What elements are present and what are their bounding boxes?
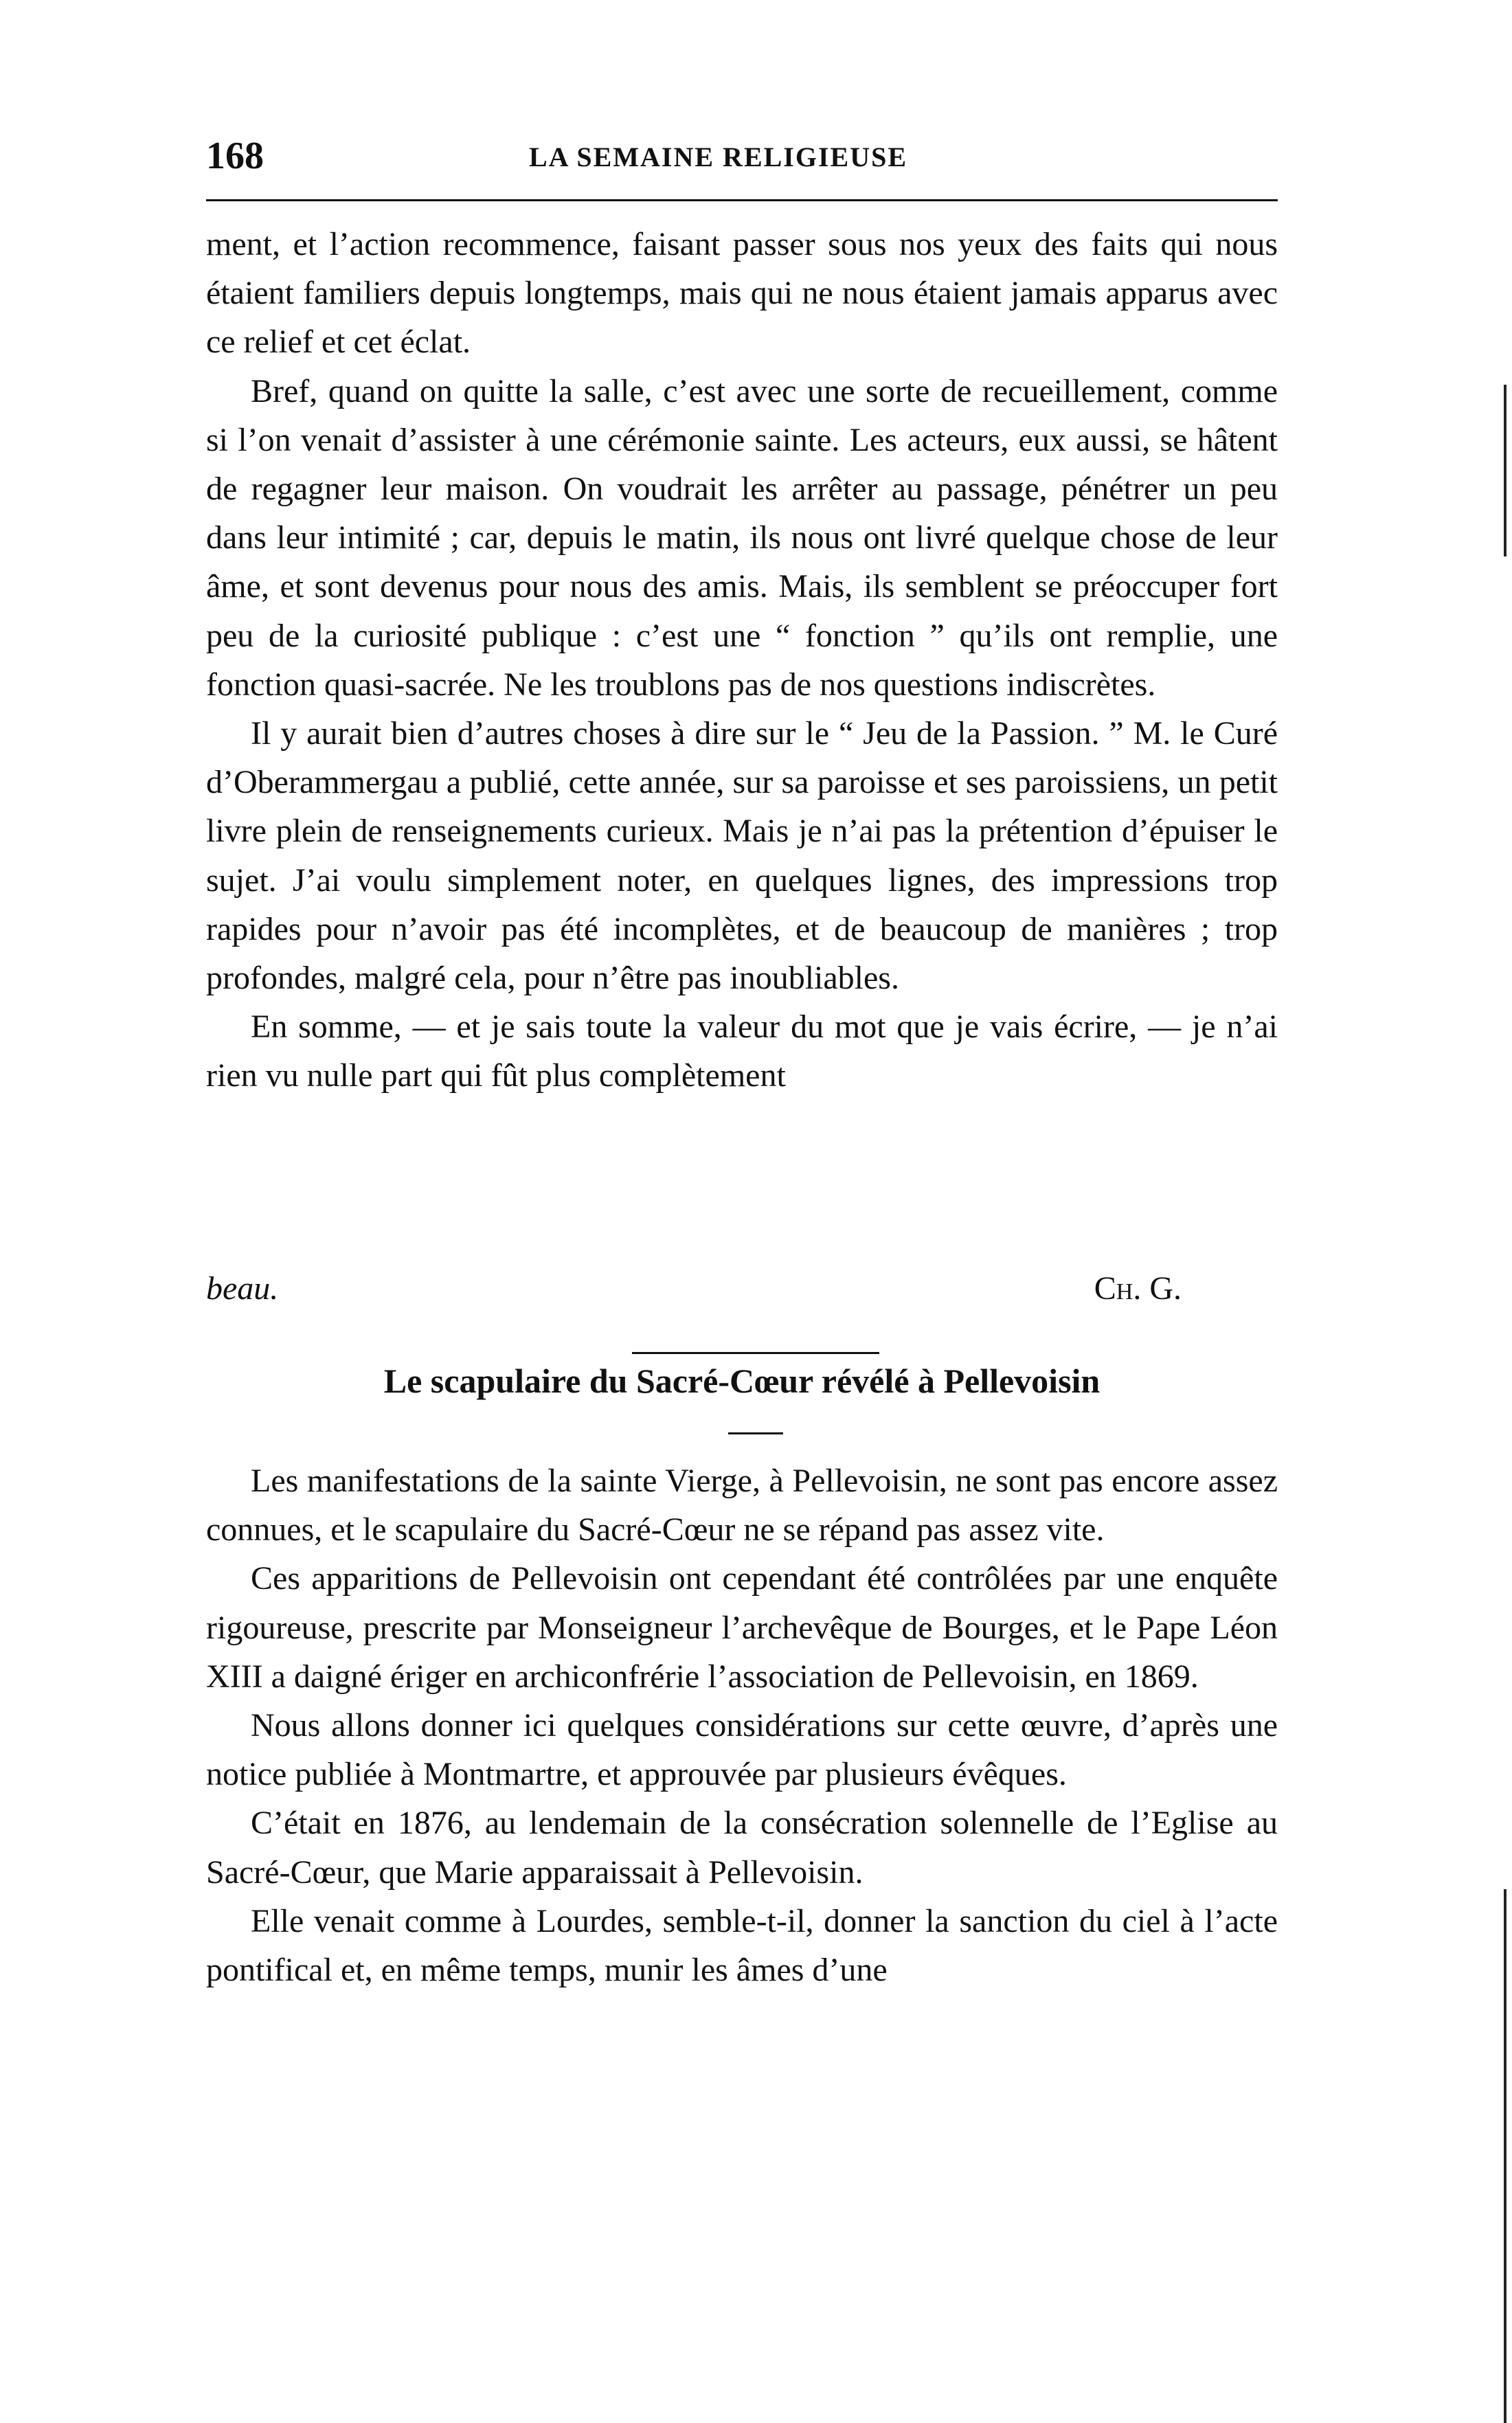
- scan-margin-line: [1504, 385, 1507, 556]
- article-end-text: [206, 220, 1278, 1101]
- section-text: [206, 1456, 1278, 1994]
- paragraph: ment, et l’action recommence, faisant passer sous nos yeux des faits qui nous étaient familiers depuis longtemps, mais qui ne nous étaient jamais apparus avec ce relief et cet éclat.: [206, 226, 1278, 361]
- paragraph: Nous allons donner ici quelques considérations sur cette œuvre, d’après une notice publiée à Montmartre, et approuvée par plusieurs évêques.: [206, 1707, 1278, 1793]
- paragraph: C’était en 1876, au lendemain de la consécration solennelle de l’Eglise au Sacré-Cœur, que Marie apparaissait à Pellevoisin.: [206, 1805, 1278, 1891]
- paragraph: Il y aurait bien d’autres choses à dire sur le “ Jeu de la Passion. ” M. le Curé d’Oberammergau a publié, cette année, sur sa paroisse et ses paroissiens, un petit livre plein de renseignements curieux. Mais je n’ai pas la prétention d’épuiser le sujet. J’ai voulu simplement noter, en quelques lignes, des impressions trop rapides pour n’avoir pas été incomplètes, et de beaucoup de manières ; trop profondes, malgré cela, pour n’être pas inoubliables.: [206, 715, 1278, 997]
- header-rule: [206, 199, 1278, 201]
- page-header: [206, 134, 1278, 182]
- paragraph: Elle venait comme à Lourdes, semble-t-il, donner la sanction du ciel à l’acte pontifical et, en même temps, munir les âmes d’une: [206, 1902, 1278, 1989]
- scan-margin-line: [1504, 1889, 1507, 2423]
- section-divider: [632, 1352, 879, 1354]
- paragraph: Bref, quand on quitte la salle, c’est avec une sorte de recueillement, comme si l’on venait d’assister à une cérémonie sainte. Les acteurs, eux aussi, se hâtent de regagner leur maison. On voudrait les arrêter au passage, pénétrer un peu dans leur intimité ; car, depuis le matin, ils nous ont livré quelque chose de leur âme, et sont devenus pour nous des amis. Mais, ils semblent se préoccuper fort peu de la curiosité publique : c’est une “ fonction ” qu’ils ont remplie, une fonction quasi-sacrée. Ne les troublons pas de nos questions indiscrètes.: [206, 372, 1278, 703]
- section-title: Le scapulaire du Sacré-Cœur révélé à Pellevoisin: [383, 1362, 1101, 1400]
- paragraph: En somme, — et je sais toute la valeur du mot que je vais écrire, — je n’ai rien vu nulle part qui fût plus complètement: [206, 1008, 1278, 1094]
- title-dash: [728, 1432, 783, 1434]
- running-title: LA SEMAINE RELIGIEUSE: [529, 142, 908, 172]
- article-signature: [206, 1264, 1182, 1314]
- paragraph: Ces apparitions de Pellevoisin ont cependant été contrôlées par une enquête rigoureuse, prescrite par Monseigneur l’archevêque de Bourges, et le Pape Léon XIII a daigné ériger en archiconfrérie l’association de Pellevoisin, en 1869.: [206, 1560, 1278, 1695]
- page-number: 168: [206, 135, 264, 177]
- author-signature: Ch. G.: [1094, 1270, 1182, 1307]
- closing-word: beau.: [206, 1270, 279, 1307]
- paragraph: Les manifestations de la sainte Vierge, à Pellevoisin, ne sont pas encore assez connues, et le scapulaire du Sacré-Cœur ne se répand pas assez vite.: [206, 1463, 1278, 1548]
